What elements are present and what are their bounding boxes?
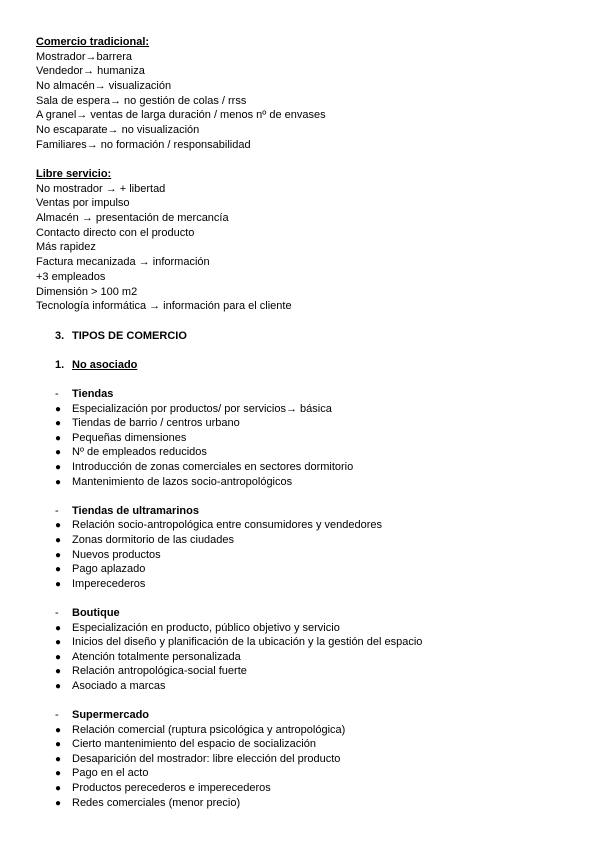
bullet-icon: ● bbox=[55, 768, 62, 780]
text-line: Factura mecanizada → información bbox=[36, 256, 210, 269]
list-item bbox=[55, 621, 422, 636]
bullet-icon: ● bbox=[55, 783, 62, 795]
heading-title: No asociado bbox=[72, 359, 138, 371]
section-tiendas bbox=[55, 387, 422, 489]
list-item bbox=[55, 402, 422, 417]
section-title-text: Supermercado bbox=[72, 709, 150, 722]
text-line: Mostrador→barrera bbox=[36, 50, 132, 63]
heading-number: 1. bbox=[55, 359, 65, 371]
section-title bbox=[55, 708, 422, 723]
dash-marker: - bbox=[55, 606, 59, 619]
bullet-icon: ● bbox=[55, 403, 62, 415]
text-line: Contacto directo con el producto bbox=[36, 226, 195, 239]
list-item-text: Tiendas de barrio / centros urbano bbox=[72, 417, 240, 430]
list-item-text: Relación comercial (ruptura psicológica y antropológica) bbox=[72, 723, 346, 736]
text-line: Vendedor→ humaniza bbox=[36, 65, 145, 78]
sections-list bbox=[55, 387, 422, 810]
text-line: A granel→ ventas de larga duración / menos nº de envases bbox=[36, 109, 326, 122]
list-item bbox=[55, 664, 422, 679]
list-item bbox=[55, 518, 422, 533]
heading-number: 3. bbox=[55, 330, 65, 342]
libre-servicio-heading: Libre servicio: bbox=[36, 168, 112, 180]
section-boutique bbox=[55, 606, 422, 694]
list-item-text: Especialización en producto, público objetivo y servicio bbox=[72, 621, 340, 634]
list-item-text: Imperecederos bbox=[72, 577, 146, 590]
list-item bbox=[55, 635, 422, 650]
text-line: No mostrador → + libertad bbox=[36, 182, 166, 195]
list-item bbox=[55, 766, 422, 781]
text-line: Dimensión > 100 m2 bbox=[36, 285, 138, 298]
bullet-icon: ● bbox=[55, 432, 62, 444]
bullet-icon: ● bbox=[55, 797, 62, 809]
list-item-text: Cierto mantenimiento del espacio de socialización bbox=[72, 738, 316, 751]
list-item-text: Nuevos productos bbox=[72, 548, 161, 561]
list-item-text: Inicios del diseño y planificación de la ubicación y la gestión del espacio bbox=[72, 636, 423, 649]
list-item bbox=[55, 460, 422, 475]
list-item bbox=[55, 577, 422, 592]
section-title-text: Boutique bbox=[72, 606, 120, 619]
bullet-icon: ● bbox=[55, 578, 62, 590]
bullet-icon: ● bbox=[55, 651, 62, 663]
text-line: Más rapidez bbox=[36, 241, 96, 254]
list-item-text: Nº de empleados reducidos bbox=[72, 446, 207, 459]
bullet-icon: ● bbox=[55, 666, 62, 678]
list-item bbox=[55, 533, 422, 548]
text-line: Ventas por impulso bbox=[36, 197, 130, 210]
bullet-icon: ● bbox=[55, 549, 62, 561]
text-line: +3 empleados bbox=[36, 270, 106, 283]
bullet-icon: ● bbox=[55, 476, 62, 488]
bullet-icon: ● bbox=[55, 447, 62, 459]
text-line: Familiares→ no formación / responsabilidad bbox=[36, 138, 251, 151]
bullet-icon: ● bbox=[55, 724, 62, 736]
list-item bbox=[55, 737, 422, 752]
dash-marker: - bbox=[55, 504, 59, 517]
list-item bbox=[55, 431, 422, 446]
text-line: Tecnología informática → información para el cliente bbox=[36, 300, 292, 313]
bullet-icon: ● bbox=[55, 418, 62, 430]
list-item bbox=[55, 548, 422, 563]
list-item-text: Atención totalmente personalizada bbox=[72, 650, 241, 663]
list-item bbox=[55, 723, 422, 738]
list-item-text: Pago aplazado bbox=[72, 563, 146, 576]
section-supermercado bbox=[55, 708, 422, 810]
bullet-icon: ● bbox=[55, 564, 62, 576]
list-item bbox=[55, 752, 422, 767]
section-title bbox=[55, 387, 422, 402]
bullet-icon: ● bbox=[55, 534, 62, 546]
list-item bbox=[55, 562, 422, 577]
section-title bbox=[55, 504, 422, 519]
no-asociado-heading bbox=[55, 358, 137, 372]
text-line: No escaparate→ no visualización bbox=[36, 124, 200, 137]
bullet-icon: ● bbox=[55, 680, 62, 692]
bullet-icon: ● bbox=[55, 753, 62, 765]
libre-servicio-block bbox=[36, 167, 292, 314]
list-item-text: Desaparición del mostrador: libre elección del producto bbox=[72, 752, 341, 765]
list-item bbox=[55, 475, 422, 490]
list-item bbox=[55, 796, 422, 811]
section-title-text: Tiendas bbox=[72, 388, 114, 400]
bullet-icon: ● bbox=[55, 520, 62, 532]
list-item-text: Pago en el acto bbox=[72, 767, 149, 780]
list-item-text: Zonas dormitorio de las ciudades bbox=[72, 533, 235, 546]
tipos-de-comercio-heading bbox=[55, 329, 187, 343]
section-tiendas-de-ultramarinos bbox=[55, 504, 422, 592]
comercio-tradicional-heading: Comercio tradicional: bbox=[36, 36, 150, 48]
list-item-text: Pequeñas dimensiones bbox=[72, 431, 187, 444]
text-line: Sala de espera→ no gestión de colas / rrss bbox=[36, 94, 247, 107]
list-item-text: Relación antropológica-social fuerte bbox=[72, 665, 247, 678]
list-item-text: Especialización por productos/ por servicios→ básica bbox=[72, 402, 332, 415]
dash-marker: - bbox=[55, 709, 59, 722]
text-line: No almacén→ visualización bbox=[36, 80, 172, 93]
list-item bbox=[55, 781, 422, 796]
comercio-tradicional-block bbox=[36, 35, 326, 153]
bullet-icon: ● bbox=[55, 739, 62, 751]
list-item-text: Introducción de zonas comerciales en sectores dormitorio bbox=[72, 460, 354, 473]
section-title bbox=[55, 606, 422, 621]
list-item bbox=[55, 416, 422, 431]
dash-marker: - bbox=[55, 388, 59, 400]
list-item-text: Asociado a marcas bbox=[72, 679, 166, 692]
list-item bbox=[55, 679, 422, 694]
list-item-text: Relación socio-antropológica entre consumidores y vendedores bbox=[72, 519, 383, 532]
bullet-icon: ● bbox=[55, 637, 62, 649]
list-item-text: Mantenimiento de lazos socio-antropológicos bbox=[72, 475, 293, 488]
list-item bbox=[55, 445, 422, 460]
list-item-text: Productos perecederos e imperecederos bbox=[72, 782, 271, 795]
text-line: Almacén → presentación de mercancía bbox=[36, 212, 229, 225]
bullet-icon: ● bbox=[55, 622, 62, 634]
heading-title: TIPOS DE COMERCIO bbox=[72, 330, 187, 342]
section-title-text: Tiendas de ultramarinos bbox=[72, 504, 199, 517]
list-item-text: Redes comerciales (menor precio) bbox=[72, 796, 241, 809]
list-item bbox=[55, 650, 422, 665]
bullet-icon: ● bbox=[55, 461, 62, 473]
